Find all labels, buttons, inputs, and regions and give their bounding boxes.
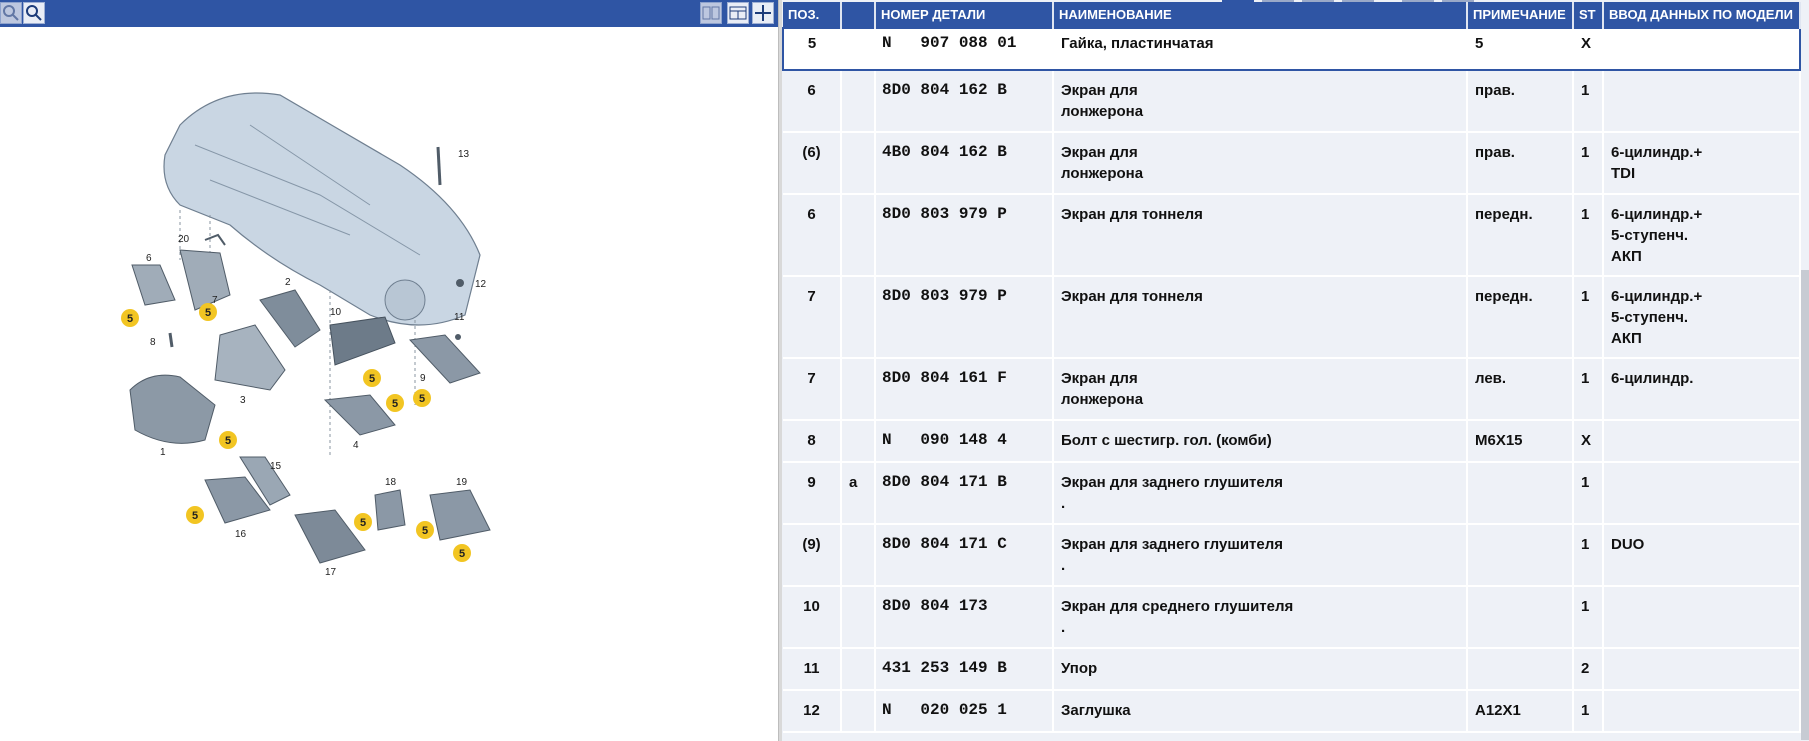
marker-5-label: 5	[391, 398, 399, 410]
header-pos[interactable]: ПОЗ.	[783, 2, 841, 28]
cell-name	[1053, 420, 1467, 462]
marker-5-label: 5	[126, 313, 134, 325]
table-row[interactable]	[783, 586, 1800, 648]
cell-mark	[841, 524, 875, 586]
table-row[interactable]	[783, 524, 1800, 586]
name-line: Гайка, пластинчатая	[1061, 35, 1214, 52]
callout-7: 7	[212, 295, 218, 306]
cell-name	[1053, 462, 1467, 524]
callout-8: 8	[150, 337, 156, 348]
cell-model	[1603, 358, 1800, 420]
name-line: Заглушка	[1061, 702, 1131, 719]
header-model[interactable]: ВВОД ДАННЫХ ПО МОДЕЛИ	[1603, 2, 1800, 28]
marker-5-label: 5	[421, 525, 429, 537]
cell-part-number: 8D0 804 161 F	[875, 358, 1053, 420]
marker-5-label: 5	[224, 435, 232, 447]
part-20	[205, 235, 225, 245]
cell-mark	[841, 28, 875, 70]
cell-note: передн.	[1467, 194, 1573, 276]
callout-18: 18	[385, 477, 397, 488]
cell-name	[1053, 524, 1467, 586]
part-3	[215, 325, 285, 390]
table-row[interactable]	[783, 70, 1800, 132]
cell-pos: 5	[783, 28, 841, 70]
cell-qty: 1	[1573, 194, 1603, 276]
diagram-pane	[0, 0, 778, 741]
cell-part-number: 431 253 149 B	[875, 648, 1053, 690]
part-1	[130, 375, 215, 443]
name-line: лонжерона	[1061, 103, 1144, 120]
table-row[interactable]	[783, 420, 1800, 462]
marker-5-label: 5	[204, 307, 212, 319]
table-row[interactable]	[783, 194, 1800, 276]
cell-note: прав.	[1467, 70, 1573, 132]
part-6	[132, 265, 175, 305]
marker-5-label: 5	[359, 517, 367, 529]
cell-name	[1053, 28, 1467, 70]
cell-mark	[841, 70, 875, 132]
cell-name	[1053, 194, 1467, 276]
callout-15: 15	[270, 461, 282, 472]
part-18	[375, 490, 405, 530]
cell-note: лев.	[1467, 358, 1573, 420]
cell-mark	[841, 586, 875, 648]
cell-part-number: 8D0 804 162 B	[875, 70, 1053, 132]
cell-pos: (6)	[783, 132, 841, 194]
callout-9: 9	[420, 373, 426, 384]
parts-table	[782, 2, 1801, 733]
cell-qty: X	[1573, 28, 1603, 70]
cell-pos: 12	[783, 690, 841, 732]
cell-note: прав.	[1467, 132, 1573, 194]
cell-qty: 1	[1573, 462, 1603, 524]
marker-5-label: 5	[418, 393, 426, 405]
cell-name	[1053, 70, 1467, 132]
cell-part-number: 8D0 804 171 C	[875, 524, 1053, 586]
cell-name	[1053, 132, 1467, 194]
cell-mark	[841, 276, 875, 358]
cell-name	[1053, 276, 1467, 358]
header-qty[interactable]: ST	[1573, 2, 1603, 28]
part-12	[456, 279, 464, 287]
cell-model	[1603, 276, 1800, 358]
name-line: Экран для	[1061, 82, 1138, 99]
table-view-icon[interactable]	[727, 2, 749, 24]
callout-12: 12	[475, 279, 487, 290]
cell-name	[1053, 648, 1467, 690]
cell-model	[1603, 524, 1800, 586]
cell-pos: 6	[783, 70, 841, 132]
name-line: Болт с шестигр. гол. (комби)	[1061, 432, 1272, 449]
name-line: Упор	[1061, 660, 1098, 677]
parts-diagram	[120, 85, 600, 675]
callout-3: 3	[240, 395, 246, 406]
cell-model	[1603, 132, 1800, 194]
cell-model	[1603, 690, 1800, 732]
cell-note	[1467, 648, 1573, 690]
zoom-reset-icon[interactable]	[0, 2, 22, 24]
table-row[interactable]	[783, 690, 1800, 732]
cell-note: 5	[1467, 28, 1573, 70]
name-line: Экран для тоннеля	[1061, 288, 1203, 305]
cell-model	[1603, 70, 1800, 132]
cell-qty: 1	[1573, 524, 1603, 586]
model-line: АКП	[1611, 248, 1642, 265]
name-line: Экран для	[1061, 144, 1138, 161]
cell-part-number: 4B0 804 162 B	[875, 132, 1053, 194]
cell-mark	[841, 420, 875, 462]
cell-note	[1467, 524, 1573, 586]
cell-part-number: N 090 148 4	[875, 420, 1053, 462]
cell-note: передн.	[1467, 276, 1573, 358]
part-2	[260, 290, 320, 347]
cell-qty: 1	[1573, 276, 1603, 358]
vertical-scrollbar[interactable]	[1801, 270, 1809, 740]
cell-part-number: 8D0 804 173	[875, 586, 1053, 648]
part-17	[295, 510, 365, 563]
cell-note	[1467, 586, 1573, 648]
name-line: Экран для среднего глушителя	[1061, 598, 1294, 615]
cell-part-number: N 907 088 01	[875, 28, 1053, 70]
callout-2: 2	[285, 277, 291, 288]
callout-11: 11	[454, 312, 465, 323]
marker-5-label: 5	[191, 510, 199, 522]
cell-qty: X	[1573, 420, 1603, 462]
parts-table-pane	[782, 0, 1809, 741]
cell-note	[1467, 462, 1573, 524]
part-10	[330, 317, 395, 365]
model-line: 6-цилиндр.+	[1611, 288, 1703, 305]
callout-4: 4	[353, 440, 359, 451]
header-name[interactable]: НАИМЕНОВАНИЕ	[1053, 2, 1467, 28]
name-line: Экран для заднего глушителя	[1061, 536, 1284, 553]
callout-19: 19	[456, 477, 468, 488]
cell-pos: 7	[783, 358, 841, 420]
model-line: 6-цилиндр.+	[1611, 144, 1703, 161]
name-line: Экран для тоннеля	[1061, 206, 1203, 223]
name-line: Экран для	[1061, 370, 1138, 387]
cell-mark	[841, 358, 875, 420]
cell-model	[1603, 586, 1800, 648]
callout-17: 17	[325, 567, 337, 578]
cell-pos: 7	[783, 276, 841, 358]
cell-part-number: 8D0 803 979 P	[875, 194, 1053, 276]
layout-toggle-icon[interactable]	[700, 2, 722, 24]
cell-pos: 6	[783, 194, 841, 276]
model-line: 5-ступенч.	[1611, 309, 1689, 326]
callout-1: 1	[160, 447, 166, 458]
marker-5-label: 5	[458, 548, 466, 560]
cell-note: M6X15	[1467, 420, 1573, 462]
cell-name	[1053, 690, 1467, 732]
table-header	[783, 2, 1800, 28]
model-line: TDI	[1611, 165, 1636, 182]
cell-pos: (9)	[783, 524, 841, 586]
part-8	[170, 333, 172, 347]
cell-qty: 1	[1573, 586, 1603, 648]
name-line: Экран для заднего глушителя	[1061, 474, 1284, 491]
cell-name	[1053, 358, 1467, 420]
cell-pos: 11	[783, 648, 841, 690]
table-row[interactable]	[783, 276, 1800, 358]
cell-pos: 8	[783, 420, 841, 462]
model-line: 6-цилиндр.+	[1611, 206, 1703, 223]
table-row[interactable]	[783, 132, 1800, 194]
model-line: DUO	[1611, 536, 1645, 553]
cell-mark	[841, 132, 875, 194]
header-part-number[interactable]: НОМЕР ДЕТАЛИ	[875, 2, 1053, 28]
callout-6: 6	[146, 253, 152, 264]
callout-13: 13	[458, 149, 470, 160]
model-line: АКП	[1611, 330, 1642, 347]
cell-model	[1603, 194, 1800, 276]
callout-10: 10	[330, 307, 342, 318]
table-row[interactable]	[783, 648, 1800, 690]
name-line: .	[1061, 557, 1066, 574]
cell-model	[1603, 648, 1800, 690]
name-line: лонжерона	[1061, 391, 1144, 408]
search-icon[interactable]	[23, 2, 45, 24]
part-13	[438, 147, 440, 185]
cell-pos: 10	[783, 586, 841, 648]
cell-qty: 1	[1573, 132, 1603, 194]
cell-qty: 1	[1573, 70, 1603, 132]
header-note[interactable]: ПРИМЕЧАНИЕ	[1467, 2, 1573, 28]
header-mark[interactable]	[841, 2, 875, 28]
cell-mark: a	[841, 462, 875, 524]
part-19	[430, 490, 490, 540]
model-line: 5-ступенч.	[1611, 227, 1689, 244]
table-row[interactable]	[783, 358, 1800, 420]
cell-mark	[841, 690, 875, 732]
cell-note: A12X1	[1467, 690, 1573, 732]
cell-name	[1053, 586, 1467, 648]
part-11	[455, 334, 461, 340]
model-line: 6-цилиндр.	[1611, 370, 1694, 387]
cell-part-number: N 020 025 1	[875, 690, 1053, 732]
callout-20: 20	[178, 234, 190, 245]
part-4	[325, 395, 395, 435]
name-line: .	[1061, 619, 1066, 636]
cell-qty: 1	[1573, 358, 1603, 420]
table-row[interactable]	[783, 462, 1800, 524]
pan-icon[interactable]	[752, 2, 774, 24]
cell-model	[1603, 462, 1800, 524]
name-line: .	[1061, 495, 1066, 512]
cell-qty: 2	[1573, 648, 1603, 690]
cell-qty: 1	[1573, 690, 1603, 732]
cell-model	[1603, 420, 1800, 462]
diagram-toolbar	[0, 0, 778, 27]
cell-part-number: 8D0 804 171 B	[875, 462, 1053, 524]
callout-16: 16	[235, 529, 247, 540]
marker-5-label: 5	[368, 373, 376, 385]
cell-model	[1603, 28, 1800, 70]
cell-mark	[841, 194, 875, 276]
name-line: лонжерона	[1061, 165, 1144, 182]
cell-mark	[841, 648, 875, 690]
cell-pos: 9	[783, 462, 841, 524]
cell-part-number: 8D0 803 979 P	[875, 276, 1053, 358]
table-row[interactable]	[783, 28, 1800, 70]
part-7	[180, 250, 230, 310]
